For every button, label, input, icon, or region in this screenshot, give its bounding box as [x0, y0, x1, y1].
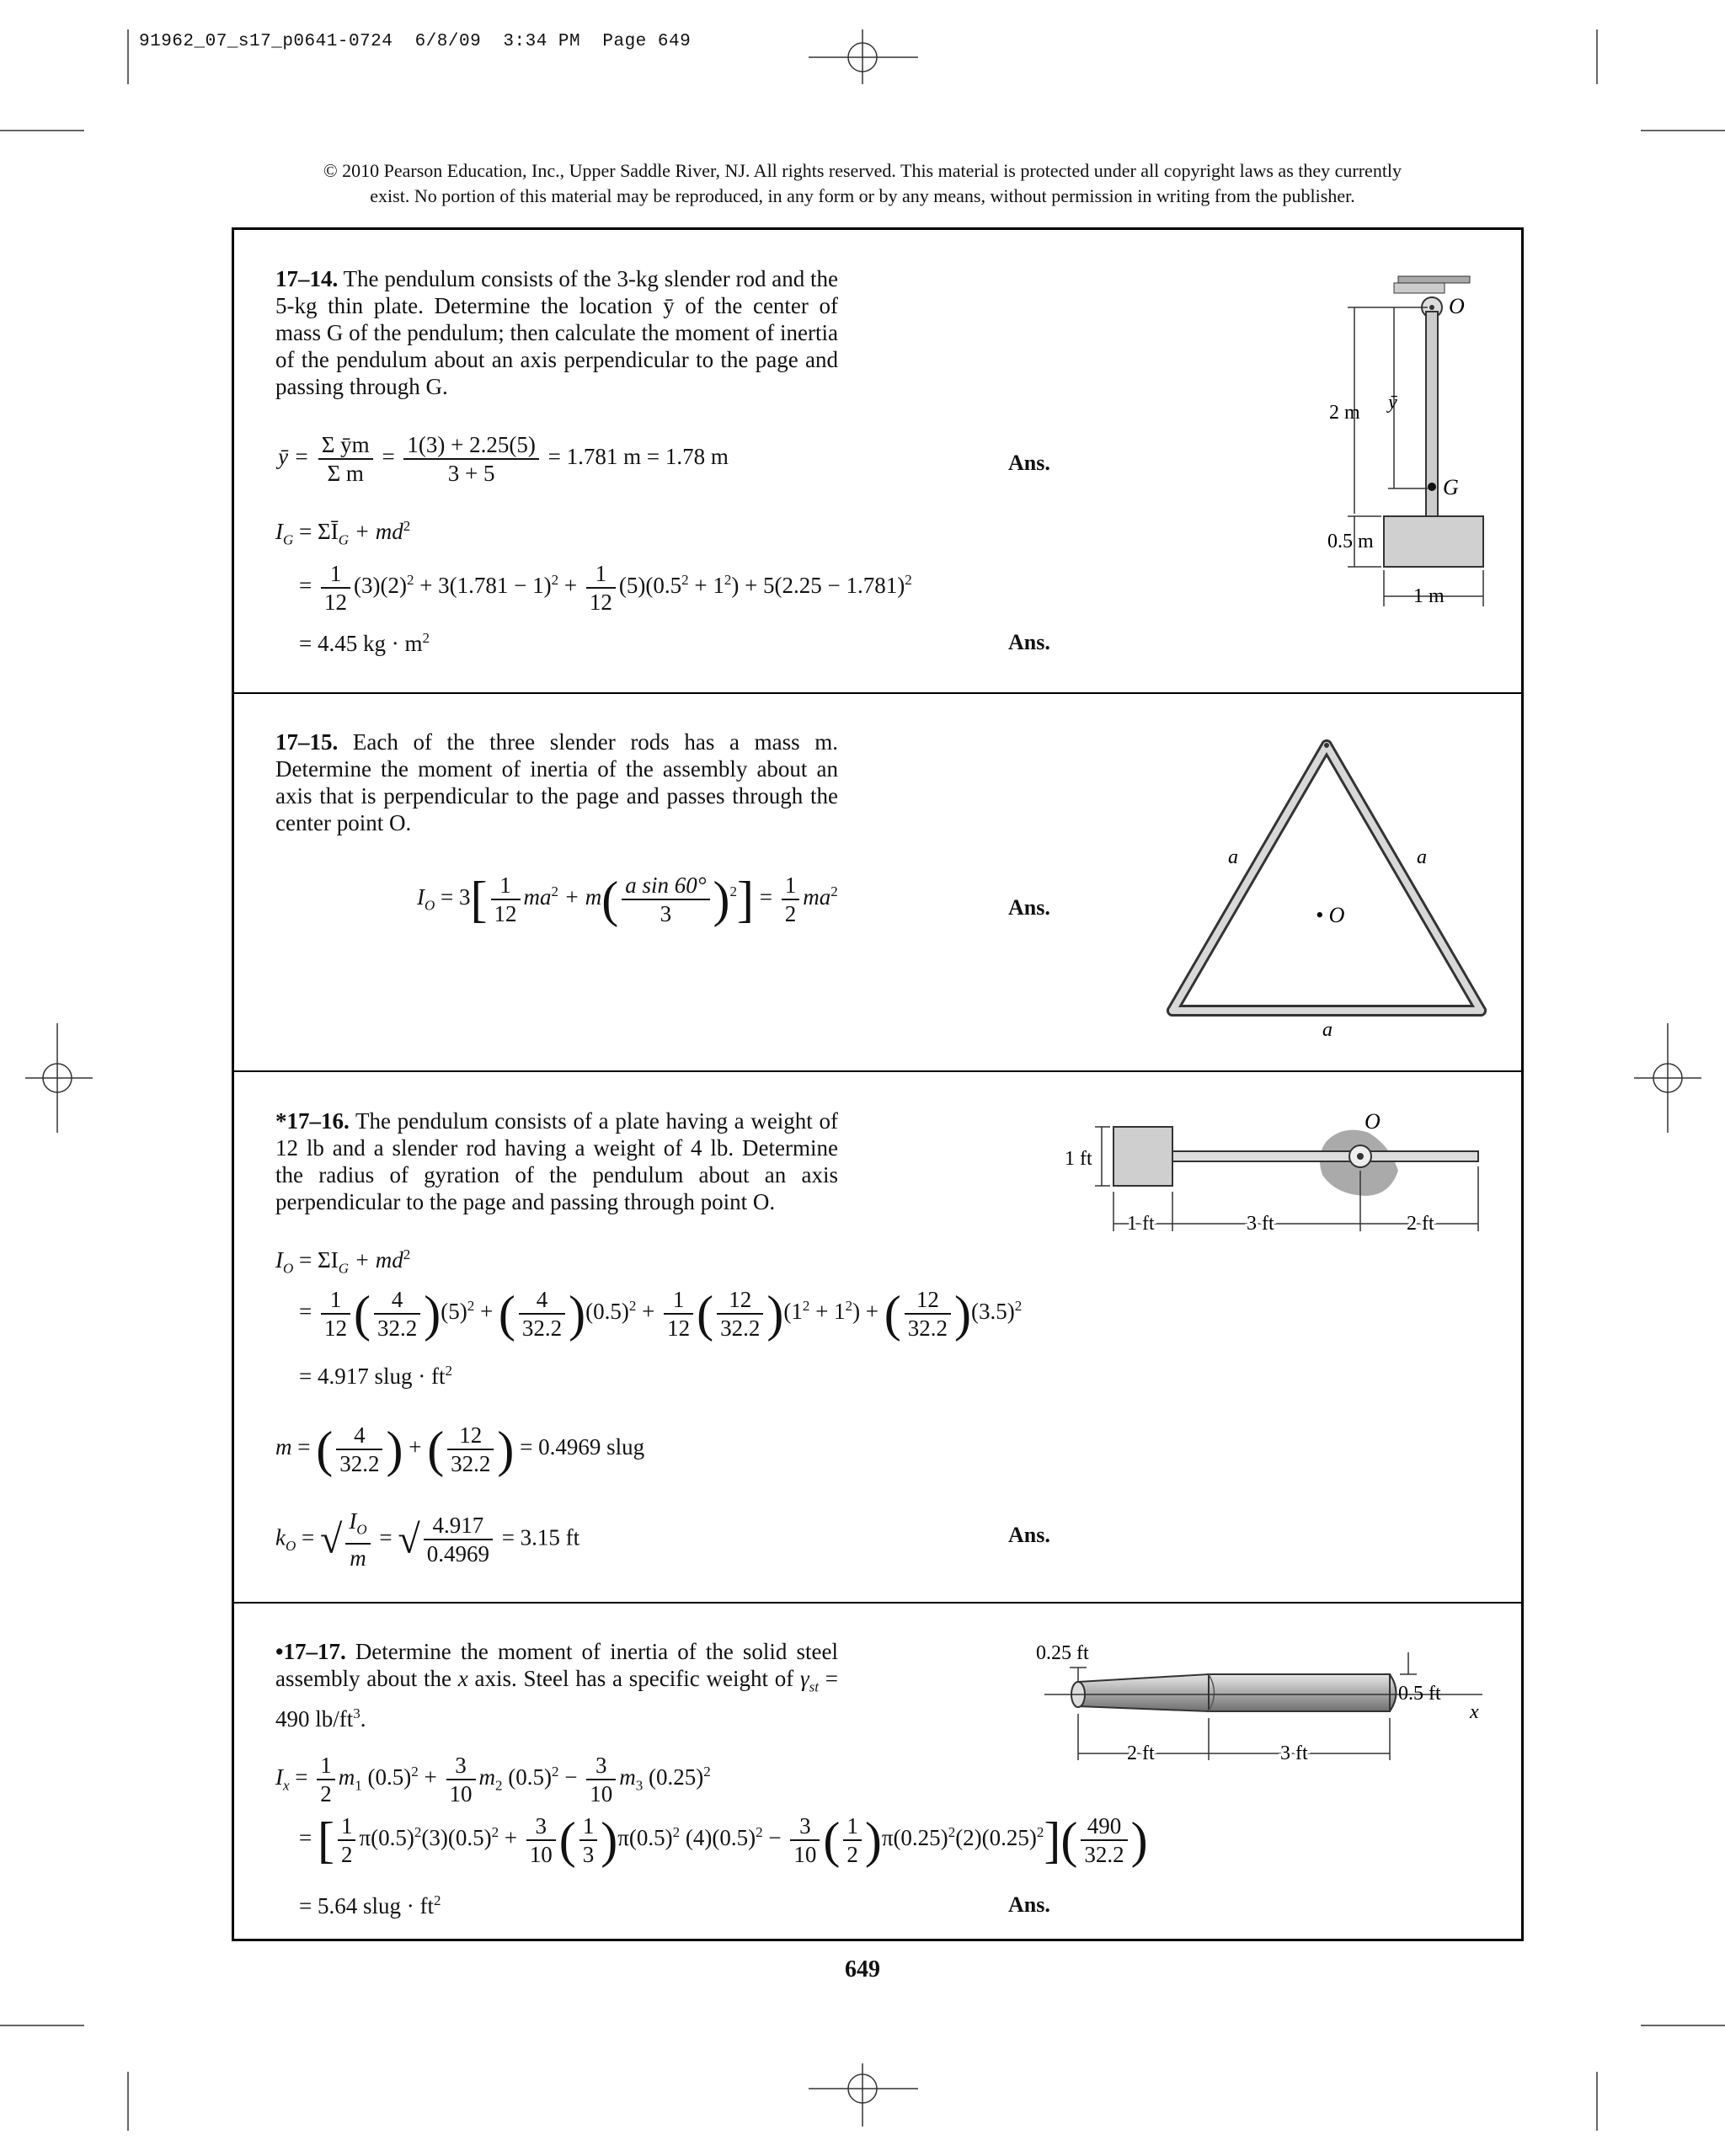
svg-text:2 ft: 2 ft	[1407, 1213, 1434, 1235]
p14-equation-3: = $\frac{1}{12}$ $(3)(2)^2 + 3(1.781 - 1)^2$ + $\frac{1}{12}$ $(5)(0.5^2 + 1^2) + 5(2.25 - 1.781)^2$	[299, 561, 912, 615]
p17-steel-assembly-figure	[1028, 1634, 1499, 1777]
svg-text:3 ft: 3 ft	[1280, 1742, 1308, 1764]
p15-answer: Ans.	[1008, 895, 1050, 920]
print-slug: 91962_07_s17_p0641-0724 6/8/09 3:34 PM Page 649	[139, 32, 692, 51]
p16-answer: Ans.	[1008, 1523, 1050, 1547]
svg-text:1 ft: 1 ft	[1065, 1148, 1092, 1170]
svg-text:G: G	[1443, 475, 1459, 499]
divider-3	[232, 1602, 1524, 1604]
svg-text:2 m: 2 m	[1329, 402, 1360, 424]
p14-pendulum-figure	[1314, 261, 1516, 623]
p17-equation-1: $I_x$ = $\frac{1}{2}$ $m_1$ $(0.5)^2$ + $\frac{3}{10}$ $m_2$ $(0.5)^2$ − $\frac{3}{10}$ $m_3$ $(0.25)^2$	[275, 1753, 711, 1806]
problem-number: 17–15.	[275, 729, 339, 755]
p16-equation-5: $k_O$ = √ $\frac{I_O}{m}$ = √ $\frac{4.917}{0.4969}$ = 3.15 ft	[275, 1508, 580, 1572]
svg-text:O: O	[1449, 294, 1465, 318]
p15-triangle-figure	[1154, 733, 1499, 1044]
problem-number: •17–17.	[275, 1639, 346, 1664]
svg-text:3 ft: 3 ft	[1247, 1213, 1274, 1235]
p14-answer-2: Ans.	[1008, 630, 1050, 654]
svg-text:• O: • O	[1316, 903, 1345, 927]
p17-equation-3: = 5.64 slug · $ft^2$	[299, 1892, 441, 1919]
svg-text:0.5 ft: 0.5 ft	[1398, 1683, 1441, 1705]
problem-text: The pendulum consists of the 3-kg slender rod and the 5-kg thin plate. Determine the location ȳ of the center of mass G of the pendulum; then calculate the moment of inertia of the pendulum about an axis perpendicular to the page and passing through G.	[275, 266, 839, 399]
svg-text:O: O	[1365, 1109, 1381, 1134]
p16-equation-1: $I_O = \Sigma I_G + md^2$	[275, 1246, 411, 1277]
svg-text:a: a	[1417, 846, 1427, 868]
problem-text: The pendulum consists of a plate having a weight of 12 lb and a slender rod having a weight of 4 lb. Determine the radius of gyration of the pendulum about an axis perpendicular to the page and passing through point O.	[275, 1108, 838, 1214]
problem-17-15-statement	[275, 728, 838, 836]
p17-answer: Ans.	[1008, 1892, 1050, 1917]
svg-text:0.5 m: 0.5 m	[1327, 531, 1374, 552]
svg-text:ȳ: ȳ	[1388, 392, 1397, 414]
copyright-line-2: exist. No portion of this material may be reproduced, in any form or by any means, without permission in writing from the publisher.	[370, 185, 1355, 206]
divider-1	[232, 692, 1524, 694]
p14-equation-4: = 4.45 kg · $m^2$	[299, 630, 430, 656]
page-number: 649	[845, 1956, 880, 1983]
svg-text:1 ft: 1 ft	[1127, 1213, 1155, 1235]
p14-equation-1: ȳ = $\frac{\text{Σ ȳm}}{\text{Σ m}}$ = $\frac{1(3) + 2.25(5)}{3 + 5}$ = 1.781 m = 1.78 m	[278, 432, 729, 486]
divider-2	[232, 1070, 1524, 1072]
p16-equation-2: = $\frac{1}{12}$ ( $\frac{4}{32.2}$ )$(5)^2$ + ( $\frac{4}{32.2}$ )$(0.5)^2$ + $\frac{1}{12}$ ( $\frac{12}{32.2}$ )$(1^2 + 1^2)$ + ( $\frac{12}{32.2}$ )$(3.5)^2$	[299, 1286, 1023, 1342]
problem-17-16-statement	[275, 1107, 838, 1215]
p16-equation-3: = 4.917 slug · $ft^2$	[299, 1363, 452, 1389]
problem-17-14-statement	[275, 265, 838, 400]
p14-answer-1: Ans.	[1008, 451, 1050, 475]
svg-text:x: x	[1470, 1701, 1479, 1723]
p17-equation-2: = [ $\frac{1}{2}$ $\pi(0.5)^2(3)(0.5)^2$ + $\frac{3}{10}$ ( $\frac{1}{3}$ )$\pi(0.5)^2$ $(4)(0.5)^2$ − $\frac{3}{10}$ ( $\frac{1}{2}$ )$\pi(0.25)^2(2)(0.25)^2$]( $\frac{490}{32.2}$ )	[299, 1812, 1148, 1868]
problem-number: *17–16.	[275, 1108, 350, 1134]
p14-equation-2: $I_G$ = $\Sigma Ī_G + md^2$	[275, 518, 411, 548]
problem-17-17-statement: •17–17. Determine the moment of inertia of the solid steel assembly about the x axis. Steel has a specific weight of $\gamma_{st} = 490$ $lb/ft^3$.	[275, 1639, 838, 1732]
svg-text:0.25 ft: 0.25 ft	[1036, 1642, 1089, 1664]
p16-pendulum-figure	[1053, 1103, 1491, 1238]
svg-text:2 ft: 2 ft	[1127, 1742, 1155, 1764]
p15-equation: $I_O = 3$[ $\frac{1}{12}$ $ma^2 + m$( $\frac{\text{a sin 60°}}{3}$ )$^2$] = $\frac{1}{2}$ $ma^2$	[417, 872, 838, 927]
svg-text:a: a	[1322, 1019, 1332, 1041]
svg-text:a: a	[1228, 846, 1238, 868]
svg-text:1 m: 1 m	[1413, 585, 1445, 607]
p16-equation-4: m = ( $\frac{4}{32.2}$ ) + ( $\frac{12}{32.2}$ ) = 0.4969 slug	[275, 1422, 645, 1477]
problem-text: Each of the three slender rods has a mass m. Determine the moment of inertia of the assembly about an axis that is perpendicular to the page and passes through the center point O.	[275, 729, 839, 835]
problem-number: 17–14.	[275, 266, 339, 291]
copyright-notice	[168, 158, 1557, 209]
copyright-line-1: © 2010 Pearson Education, Inc., Upper Saddle River, NJ. All rights reserved. This material is protected under all copyright laws as they currently	[323, 160, 1402, 181]
